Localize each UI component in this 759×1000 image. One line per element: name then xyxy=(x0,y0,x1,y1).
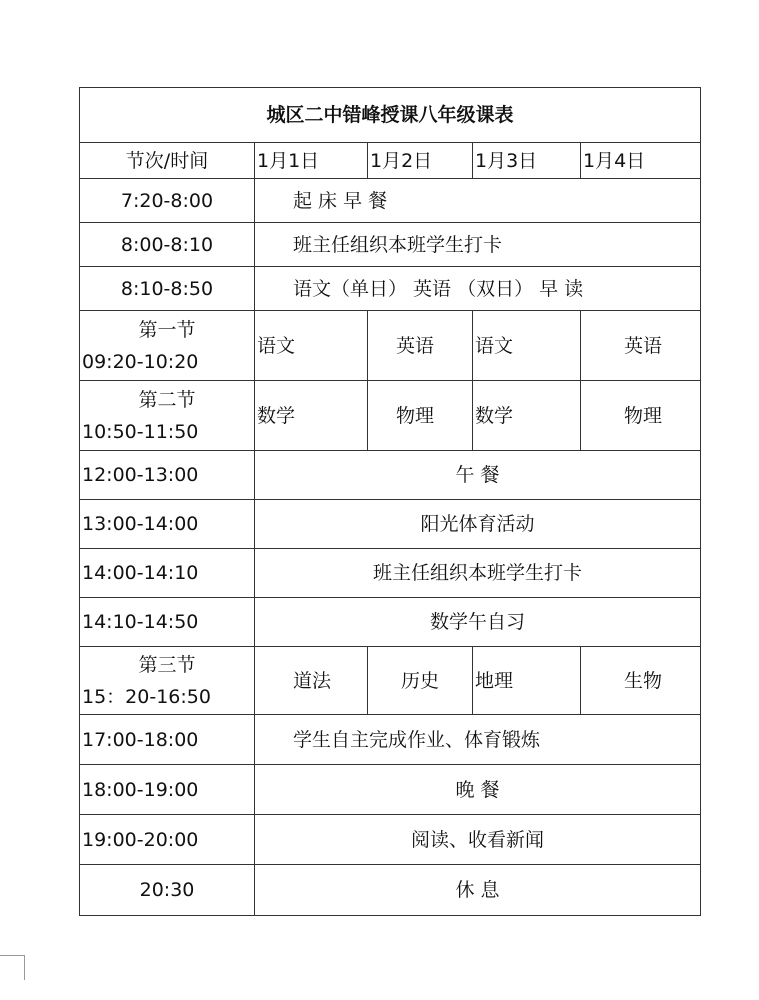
class-cell: 语文 xyxy=(473,311,581,381)
activity-cell: 学生自主完成作业、体育锻炼 xyxy=(255,715,701,765)
table-row xyxy=(80,865,701,916)
period-label: 第一节 xyxy=(138,318,196,341)
period-label: 第二节 xyxy=(138,388,196,411)
day-header: 1月3日 xyxy=(473,143,581,179)
table-row xyxy=(80,381,701,451)
table-row xyxy=(80,815,701,865)
table-row xyxy=(80,715,701,765)
class-cell: 历史 xyxy=(368,647,473,715)
page-title: 城区二中错峰授课八年级课表 xyxy=(80,88,701,143)
time-cell: 8:10-8:50 xyxy=(80,267,255,311)
day-header: 1月1日 xyxy=(255,143,368,179)
table-row xyxy=(80,223,701,267)
table-row xyxy=(80,179,701,223)
time-cell: 13:00-14:00 xyxy=(80,500,255,549)
class-cell: 语文 xyxy=(255,311,368,381)
time-cell: 20:30 xyxy=(80,865,255,916)
activity-cell: 午 餐 xyxy=(255,451,701,500)
time-column-header: 节次/时间 xyxy=(80,143,255,179)
table-row xyxy=(80,647,701,715)
class-cell: 数学 xyxy=(255,381,368,451)
activity-cell: 班主任组织本班学生打卡 xyxy=(255,223,701,267)
period-label: 第三节 xyxy=(138,653,196,676)
activity-cell: 数学午自习 xyxy=(255,598,701,647)
activity-cell: 阅读、收看新闻 xyxy=(255,815,701,865)
table-row xyxy=(80,549,701,598)
class-cell: 英语 xyxy=(581,311,701,381)
class-cell: 生物 xyxy=(581,647,701,715)
period-time: 15：20-16:50 xyxy=(82,685,211,708)
title-row xyxy=(80,88,701,143)
period-time: 09:20-10:20 xyxy=(82,350,199,373)
class-cell: 英语 xyxy=(368,311,473,381)
class-cell: 物理 xyxy=(368,381,473,451)
table-row xyxy=(80,267,701,311)
time-cell: 19:00-20:00 xyxy=(80,815,255,865)
table-row xyxy=(80,598,701,647)
class-cell: 道法 xyxy=(255,647,368,715)
time-cell: 7:20-8:00 xyxy=(80,179,255,223)
table-row xyxy=(80,311,701,381)
period-time-cell xyxy=(80,381,255,451)
table-row xyxy=(80,500,701,549)
activity-cell: 晚 餐 xyxy=(255,765,701,815)
schedule-table xyxy=(79,87,701,916)
day-header: 1月2日 xyxy=(368,143,473,179)
time-cell: 14:00-14:10 xyxy=(80,549,255,598)
page-corner-mark xyxy=(0,955,25,980)
class-cell: 数学 xyxy=(473,381,581,451)
class-cell: 地理 xyxy=(473,647,581,715)
activity-cell: 班主任组织本班学生打卡 xyxy=(255,549,701,598)
period-time-cell xyxy=(80,311,255,381)
class-cell: 物理 xyxy=(581,381,701,451)
activity-cell: 阳光体育活动 xyxy=(255,500,701,549)
activity-cell: 休 息 xyxy=(255,865,701,916)
time-cell: 8:00-8:10 xyxy=(80,223,255,267)
header-row xyxy=(80,143,701,179)
time-cell: 18:00-19:00 xyxy=(80,765,255,815)
table-row xyxy=(80,451,701,500)
period-time: 10:50-11:50 xyxy=(82,420,199,443)
activity-cell: 起 床 早 餐 xyxy=(255,179,701,223)
table-row xyxy=(80,765,701,815)
time-cell: 14:10-14:50 xyxy=(80,598,255,647)
period-time-cell xyxy=(80,647,255,715)
time-cell: 17:00-18:00 xyxy=(80,715,255,765)
day-header: 1月4日 xyxy=(581,143,701,179)
time-cell: 12:00-13:00 xyxy=(80,451,255,500)
activity-cell: 语文（单日） 英语 （双日） 早 读 xyxy=(255,267,701,311)
